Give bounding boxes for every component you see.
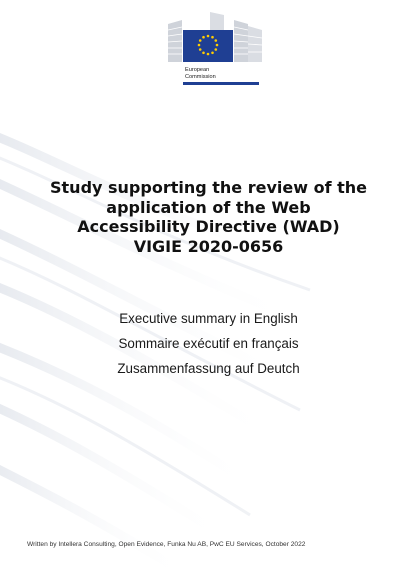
summary-english: Executive summary in English <box>119 311 298 326</box>
summary-language-list <box>0 306 417 381</box>
summary-german: Zusammenfassung auf Deutch <box>117 361 300 376</box>
title-line-4: VIGIE 2020-0656 <box>133 236 284 256</box>
title-line-1: Study supporting the review of the <box>50 178 367 197</box>
logo-caption-line2: Commission <box>185 73 216 80</box>
logo-caption-line1: European <box>185 67 210 73</box>
report-title <box>14 178 403 256</box>
authors-footer: Written by Intellera Consulting, Open Evidence, Funka Nu AB, PwC EU Services, October 2022 <box>27 541 306 548</box>
title-line-3: Accessibility Directive (WAD) <box>77 217 340 236</box>
logo-underline <box>183 82 259 85</box>
logo-caption <box>185 67 216 80</box>
berlaymont-building-icon <box>162 10 268 66</box>
european-commission-logo <box>162 10 268 86</box>
title-line-2: application of the Web <box>106 197 311 217</box>
summary-french: Sommaire exécutif en français <box>118 336 299 351</box>
